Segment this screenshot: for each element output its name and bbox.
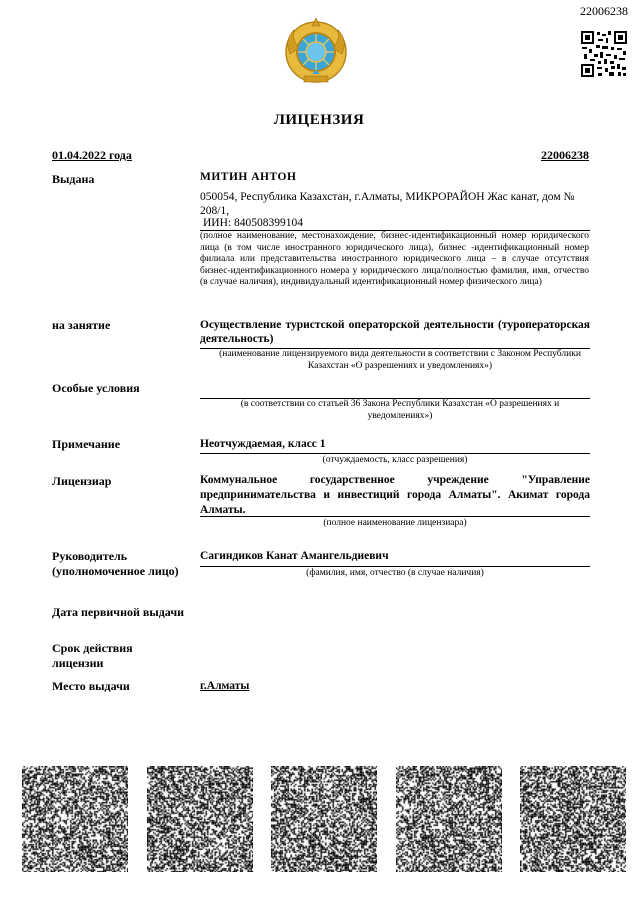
conditions-label: Особые условия <box>52 381 140 395</box>
licensee-name: МИТИН АНТОН <box>200 171 297 183</box>
issued-caption: (полное наименование, местонахождение, бизнес-идентификационный номер юридического лица (в том числе иностранного юридического лица), бизнес -идентификационный номер филиала или представительства иностранного юридического лица – в случае отсутствия бизнес-идентификационного номера у юридического лица/полностью фамилия, имя, отчество (в случае наличия), индивидуальный идентификационный номер физического лица) <box>200 231 589 287</box>
head-caption: (фамилия, имя, отчество (в случае наличия) <box>306 568 484 578</box>
state-emblem-icon <box>280 14 352 86</box>
document-number-top: 22006238 <box>580 4 628 18</box>
qr-code-1 <box>22 766 128 872</box>
issued-label: Выдана <box>52 172 95 186</box>
licensor-divider <box>200 516 590 517</box>
note-label: Примечание <box>52 437 121 451</box>
first-issue-label: Дата первичной выдачи <box>52 605 185 619</box>
head-name: Сагиндиков Канат Амангельдиевич <box>200 550 389 562</box>
head-label-authorized: (уполномоченное лицо) <box>52 564 179 578</box>
qr-code-5 <box>520 766 626 872</box>
note-value: Неотчуждаемая, класс 1 <box>200 438 326 450</box>
qr-code-row <box>22 766 626 872</box>
activity-label: на занятие <box>52 318 111 332</box>
place-value: г.Алматы <box>200 680 250 692</box>
licensor-value: Коммунальное государственное учреждение "Управление предпринимательства и инвестиций города Алматы". Акимат города Алматы. <box>200 474 590 516</box>
licensee-iin: ИИН: 840508399104 <box>203 217 303 229</box>
license-number: 22006238 <box>541 148 589 162</box>
validity-label: Срок действия <box>52 641 133 655</box>
activity-value: Осуществление туристской операторской деятельности (туроператорская деятельность) <box>200 319 590 345</box>
licensee-address: 050054, Республика Казахстан, г.Алматы, МИКРОРАЙОН Жас канат, дом № 208/1, <box>200 191 575 217</box>
place-label: Место выдачи <box>52 679 130 693</box>
qr-code-2 <box>147 766 253 872</box>
license-date: 01.04.2022 года <box>52 148 132 162</box>
qr-code-3 <box>271 766 377 872</box>
head-divider <box>200 566 590 567</box>
licensor-label: Лицензиар <box>52 474 112 488</box>
licensor-caption: (полное наименование лицензиара) <box>323 518 467 528</box>
activity-caption: (наименование лицензируемого вида деятельности в соответствии с Законом Республики Казахстан «О разрешениях и уведомлениях») <box>219 349 581 371</box>
page-title: ЛИЦЕНЗИЯ <box>273 112 365 128</box>
qr-code-4 <box>396 766 502 872</box>
head-label: Руководитель <box>52 549 128 563</box>
note-caption: (отчуждаемость, класс разрешения) <box>322 455 468 465</box>
validity-label-cont: лицензии <box>52 656 104 670</box>
qr-code-top <box>580 30 628 78</box>
note-divider <box>200 453 590 454</box>
conditions-caption: (в соответствии со статьей 36 Закона Республики Казахстан «О разрешениях и уведомлениях») <box>240 399 560 421</box>
